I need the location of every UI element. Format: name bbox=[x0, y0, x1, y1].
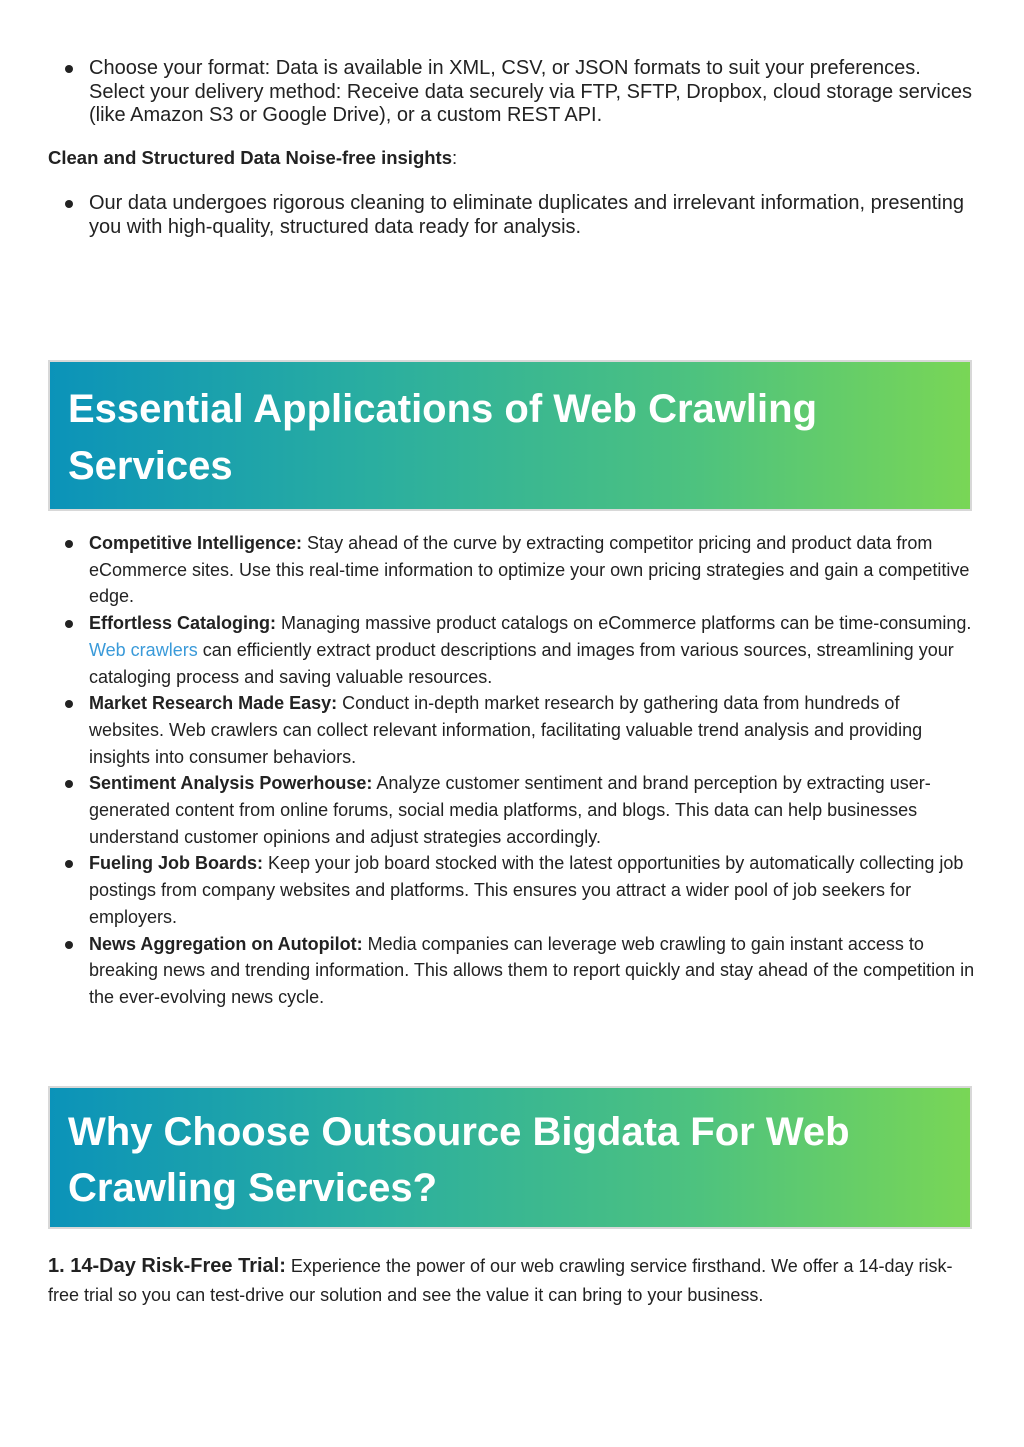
why-choose-banner bbox=[48, 1086, 972, 1229]
web-crawlers-link[interactable]: Web crawlers bbox=[89, 639, 198, 660]
trial-label: 1. 14-Day Risk-Free Trial: bbox=[48, 1255, 286, 1277]
trial-text: Experience the power of our web crawling service firsthand. We offer a 14-day risk-free trial so you can test-drive our solution and see the value it can bring to your business. bbox=[48, 1256, 953, 1305]
list-item bbox=[48, 610, 978, 690]
list-item bbox=[48, 690, 978, 770]
item-text: Conduct in-depth market research by gathering data from hundreds of websites. Web crawlers can collect relevant information, facilitating valuable trend analysis and providing insights into consumer behaviors. bbox=[89, 693, 923, 767]
list-item bbox=[48, 530, 978, 610]
item-label: Market Research Made Easy: bbox=[89, 693, 338, 714]
applications-banner bbox=[48, 360, 972, 511]
clean-data-heading bbox=[48, 147, 457, 169]
item-label: Sentiment Analysis Powerhouse: bbox=[89, 773, 373, 794]
clean-data-list bbox=[48, 192, 978, 239]
format-delivery-list bbox=[48, 57, 978, 128]
item-text: Managing massive product catalogs on eCommerce platforms can be time-consuming. bbox=[276, 613, 972, 634]
list-item: Choose your format: Data is available in XML, CSV, or JSON formats to suit your preferences. Select your delivery method: Receive data securely via FTP, SFTP, Dropbox, cloud storage services (like Amazon S3 or Google Drive), or a custom REST API. bbox=[48, 57, 978, 128]
list-item bbox=[48, 770, 978, 850]
item-label: News Aggregation on Autopilot: bbox=[89, 933, 363, 954]
clean-data-heading-colon: : bbox=[452, 147, 458, 168]
item-text: Analyze customer sentiment and brand perception by extracting user-generated content from online forums, social media platforms, and blogs. This data can help businesses understand customer opinions and adjust strategies accordingly. bbox=[89, 773, 931, 847]
risk-free-trial-paragraph bbox=[48, 1252, 978, 1309]
clean-data-heading-text: Clean and Structured Data Noise-free insights bbox=[48, 147, 453, 168]
list-item: Our data undergoes rigorous cleaning to eliminate duplicates and irrelevant information, presenting you with high-quality, structured data ready for analysis. bbox=[48, 192, 978, 239]
item-label: Effortless Cataloging: bbox=[89, 613, 277, 634]
applications-title: Essential Applications of Web Crawling Services bbox=[68, 387, 818, 488]
applications-list bbox=[48, 530, 978, 1011]
item-label: Competitive Intelligence: bbox=[89, 533, 303, 553]
item-text: Media companies can leverage web crawling to gain instant access to breaking news and trending information. This allows them to report quickly and stay ahead of the competition in the ever-evolving news cycle. bbox=[89, 933, 975, 1007]
item-text: Keep your job board stocked with the latest opportunities by automatically collecting job postings from company websites and platforms. This ensures you attract a wider pool of job seekers for employers. bbox=[89, 853, 964, 927]
list-item bbox=[48, 850, 978, 930]
list-item bbox=[48, 931, 978, 1011]
item-text: Stay ahead of the curve by extracting competitor pricing and product data from eCommerce sites. Use this real-time information to optimize your own pricing strategies and gain a competitive edge. bbox=[89, 533, 970, 607]
item-text: can efficiently extract product descriptions and images from various sources, streamlining your cataloging process and saving valuable resources. bbox=[89, 639, 954, 687]
why-choose-title: Why Choose Outsource Bigdata For Web Crawling Services? bbox=[68, 1110, 850, 1210]
item-label: Fueling Job Boards: bbox=[89, 853, 264, 874]
